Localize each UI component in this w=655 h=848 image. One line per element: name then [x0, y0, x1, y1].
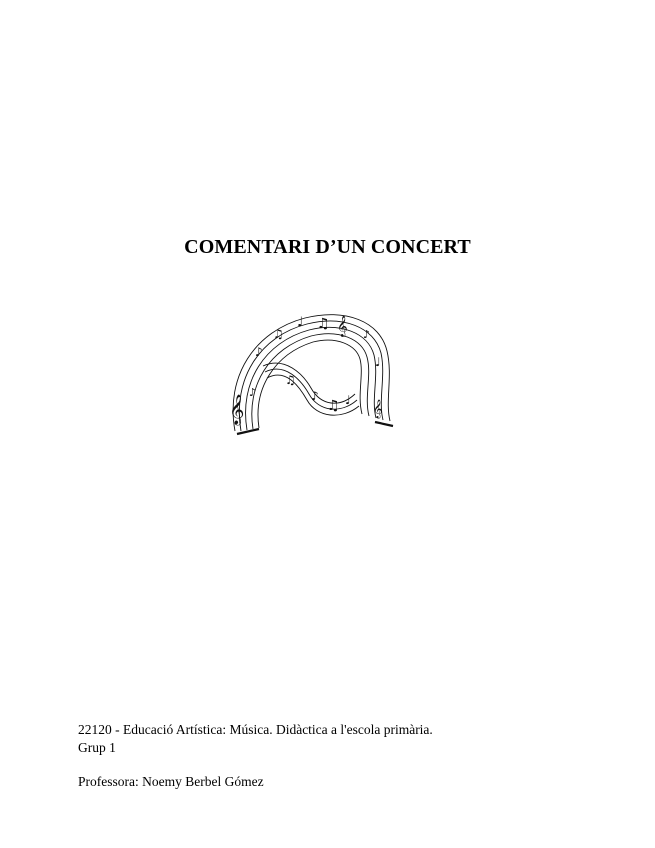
- svg-text:♪: ♪: [311, 389, 319, 403]
- teacher-line: Professora: Noemy Berbel Gómez: [78, 774, 264, 789]
- svg-text:♩: ♩: [375, 355, 381, 369]
- svg-text:♫: ♫: [317, 316, 330, 332]
- svg-text:𝄞: 𝄞: [373, 399, 383, 418]
- svg-text:♫: ♫: [285, 373, 296, 387]
- svg-text:♪: ♪: [249, 386, 257, 399]
- music-staff-wave-icon: [215, 296, 415, 441]
- svg-text:𝄞: 𝄞: [229, 395, 245, 425]
- course-line: 22120 - Educació Artística: Música. Didàctica a l'escola primària.: [78, 722, 433, 737]
- svg-text:♩: ♩: [297, 315, 304, 330]
- group-line: Grup 1: [78, 740, 116, 755]
- svg-text:♪: ♪: [255, 345, 263, 359]
- svg-text:𝄞: 𝄞: [337, 316, 348, 337]
- svg-text:♪: ♪: [363, 328, 371, 341]
- svg-text:♫: ♫: [273, 327, 284, 341]
- svg-text:♫: ♫: [327, 398, 340, 414]
- document-title: COMENTARI D’UN CONCERT: [184, 236, 471, 258]
- svg-text:♩: ♩: [345, 393, 351, 407]
